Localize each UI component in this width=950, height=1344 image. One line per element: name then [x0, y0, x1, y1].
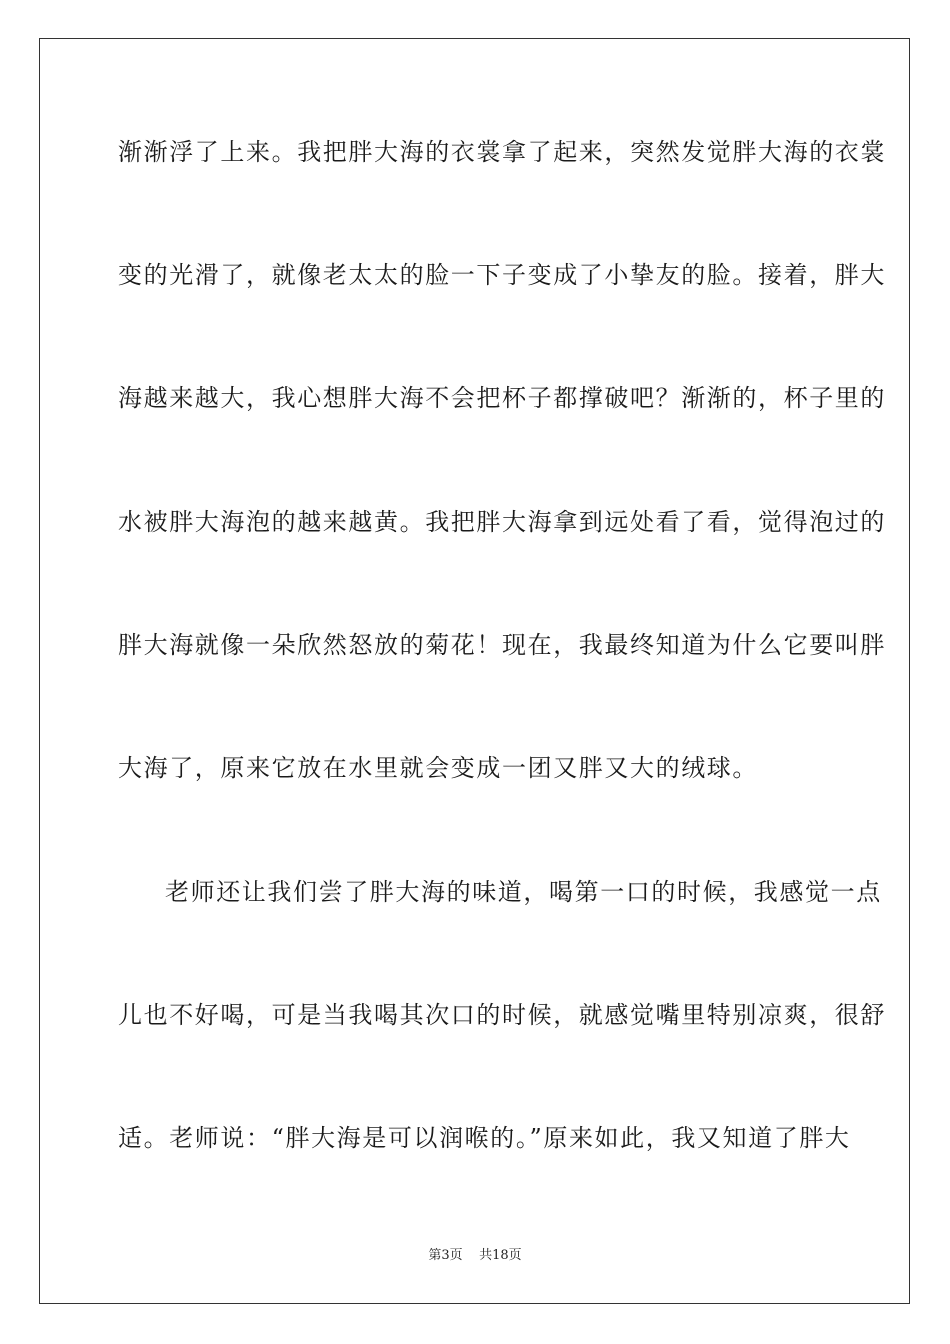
- page-number: 第3页: [428, 1248, 463, 1263]
- text-line: 海越来越大，我心想胖大海不会把杯子都撑破吧？渐渐的，杯子里的: [118, 384, 886, 412]
- text-line: 水被胖大海泡的越来越黄。我把胖大海拿到远处看了看，觉得泡过的: [118, 508, 886, 536]
- text-line: 胖大海就像一朵欣然怒放的菊花！现在，我最终知道为什么它要叫胖: [118, 631, 886, 659]
- text-line: 变的光滑了，就像老太太的脸一下子变成了小挚友的脸。接着，胖大: [118, 261, 886, 289]
- text-line: 大海了，原来它放在水里就会变成一团又胖又大的绒球。: [118, 754, 758, 782]
- paragraph-first-line: 老师还让我们尝了胖大海的味道，喝第一口的时候，我感觉一点: [165, 878, 882, 906]
- text-line: 渐渐浮了上来。我把胖大海的衣裳拿了起来，突然发觉胖大海的衣裳: [118, 138, 886, 166]
- text-line: 适。老师说：“胖大海是可以润喉的。”原来如此，我又知道了胖大: [118, 1124, 851, 1152]
- page-total: 共18页: [479, 1248, 522, 1263]
- page-footer: [0, 1247, 950, 1265]
- text-line: 儿也不好喝，可是当我喝其次口的时候，就感觉嘴里特别凉爽，很舒: [118, 1001, 886, 1029]
- page-border: [39, 38, 910, 1304]
